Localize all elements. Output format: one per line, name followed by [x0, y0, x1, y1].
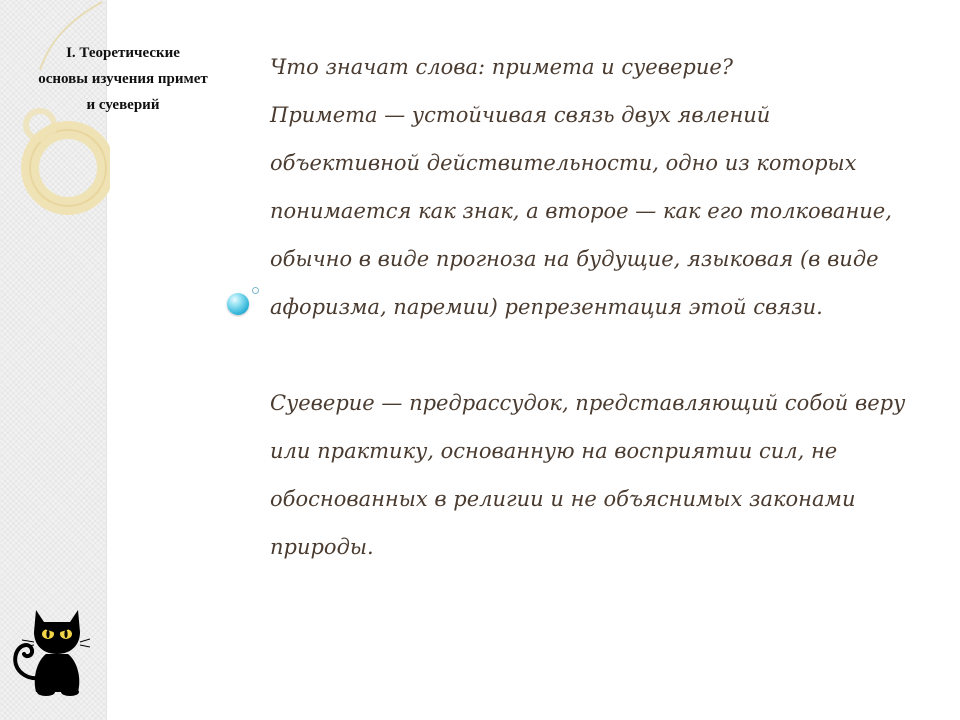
small-circle-bullet-icon [252, 287, 259, 294]
omen-definition-line: Примета — устойчивая связь двух явлений [270, 103, 771, 127]
section-title-line2: основы изучения примет [38, 71, 208, 87]
omen-definition-line: афоризма, паремии) репрезентация этой связи. [270, 295, 823, 319]
omen-definition-line: понимается как знак, а второе — как его толкование, [270, 199, 892, 223]
omen-definition-line: обычно в виде прогноза на будущие, языковая (в виде [270, 247, 879, 271]
omen-definition-line: объективной действительности, одно из которых [270, 151, 857, 175]
section-title-line3: и суеверий [86, 97, 160, 113]
superstition-definition-line: обоснованных в религии и не объяснимых законами [270, 487, 856, 511]
section-title [8, 40, 238, 118]
body-text [270, 43, 940, 571]
black-cat-icon [6, 602, 90, 698]
blue-sphere-bullet-icon [227, 293, 249, 315]
superstition-definition-line: Суеверие — предрассудок, представляющий собой веру [270, 391, 906, 415]
superstition-definition-line: или практику, основанную на восприятии сил, не [270, 439, 838, 463]
section-title-line1: I. Теоретические [66, 45, 180, 61]
question-line: Что значат слова: примета и суеверие? [270, 55, 734, 79]
gold-ring-decoration-icon [0, 0, 110, 240]
paragraph-gap [270, 331, 940, 379]
superstition-definition-line: природы. [270, 535, 374, 559]
